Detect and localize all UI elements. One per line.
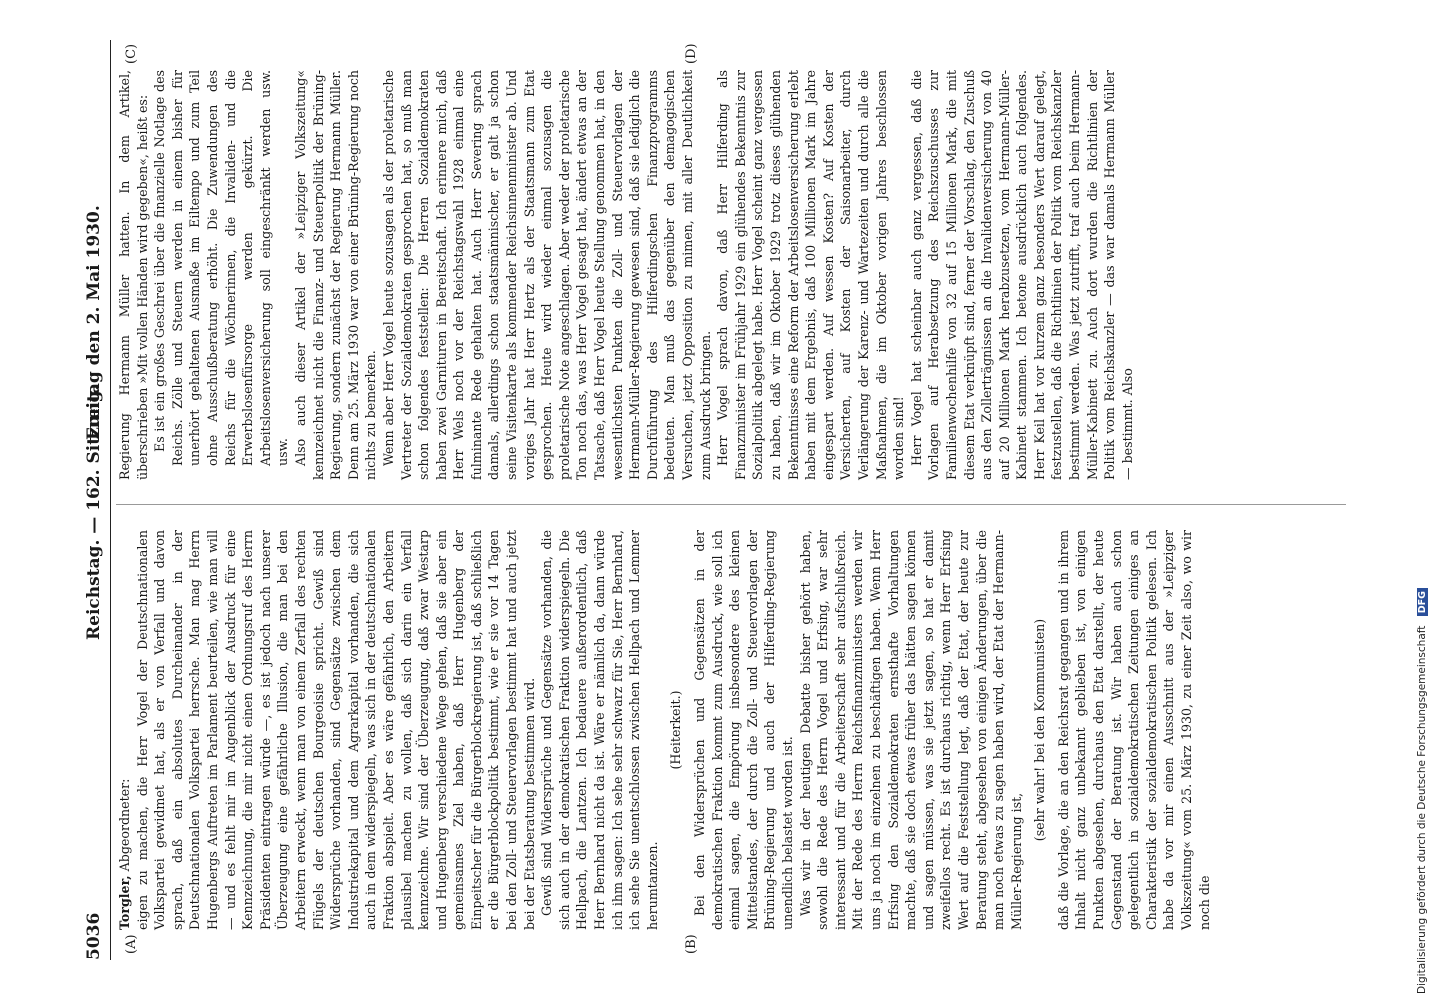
speaker-name: Torgler, bbox=[117, 875, 132, 930]
speaker-role: Abgeordneter: bbox=[117, 778, 132, 872]
paragraph: Regierung Hermann Müller hatten. In dem Artikel, überschrieben »Mit vollen Händen wird gegeben«, heißt es: bbox=[117, 70, 150, 480]
dfg-logo: DFG bbox=[1417, 588, 1428, 616]
paragraph: daß die Vorlage, die an den Reichsrat gegangen und in ihrem Inhalt nicht ganz unbekannt geblieben ist, von einigen Punkten abgesehen, durchaus den Etat darstellt, der heute Gegenstand der Beratung ist. Wir haben auch schon gelegentlich in sozialdemokratischen Zeitungen einiges an Charakteristik der sozialdemokratischen Politik gelesen. Ich habe da vor mir einen Ausschnitt aus der »Leipziger Volkszeitung« vom 25. März 1930, zu einer Zeit also, wo wir noch die bbox=[1055, 530, 1212, 930]
interjection: (sehr wahr! bei den Kommunisten) bbox=[1032, 618, 1048, 842]
page-number: 5036 bbox=[84, 912, 104, 960]
margin-marker-c: (C) bbox=[124, 43, 139, 64]
paragraph: Wenn aber Herr Vogel heute sozusagen als der proletarische Vertreter der Sozialdemokraten gesprochen hat, so muß man schon folgendes feststellen: Die Herren Sozialdemokraten haben zwei Garnituren in Bereitschaft. Ich erinnere mich, daß Herr Wels noch vor der Reichstagswahl 1928 einmal eine fulminante Rede gehalten hat. Auch Herr Severing sprach damals, allerdings schon staatsmännischer, er galt ja schon seine Visitenkarte als kommender Reichsinnenminister ab. Und voriges Jahr hat Herr Hertz als der Staatsmann zum Etat gesprochen. Heute wird wieder einmal sozusagen die proletarische Note angeschlagen. Aber weder der proletarische Ton noch das, was Herr Vogel gesagt hat, ändert etwas an der Tatsache, daß Herr Vogel heute Stellung genommen hat, in den wesentlichsten Punkten die Zoll- und Steuervorlagen der Hermann-Müller-Regierung gewesen sind, daß sie lediglich die Durchführung des Hilferdingschen Finanzprogramms bedeuten. Man muß das gegenüber den demagogischen Versuchen, jetzt Opposition zu mimen, mit aller Deutlichkeit zum Ausdruck bringen. bbox=[380, 70, 713, 480]
dfg-credit-line bbox=[1416, 4, 1432, 994]
paragraph: Gewiß sind Widersprüche und Gegensätze vorhanden, die sich auch in der demokratischen Fraktion widerspiegeln. Die Hellpach, die Lantzen. Ich bedauere außerordentlich, daß Herr Bernhard nicht da ist. Wäre er nämlich da, dann würde ich ihm sagen: Ich sehe sehr schwarz für Sie, Herr Bernhard, ich sehe Sie unentschlossen zwischen Hellpach und Lemmer herumtanzen. bbox=[539, 530, 660, 930]
quoted-paragraph: Es ist ein großes Geschrei über die finanzielle Notlage des Reichs. Zölle und Steuern werden in einem bisher für unerhört gehaltenen Ausmaße im Eiltempo und zum Teil ohne Ausschußberatung erhöht. Die Zuwendungen des Reichs für die Wöchnerinnen, die Invaliden- und die Erwerbslosenfürsorge werden gekürzt. Die Arbeitslosenversicherung soll eingeschränkt werden usw. usw. bbox=[152, 70, 291, 466]
header-rule bbox=[110, 40, 111, 960]
column-divider bbox=[116, 504, 1346, 505]
page-header bbox=[84, 40, 108, 960]
left-column bbox=[116, 530, 1213, 930]
margin-marker-a: (A) bbox=[124, 934, 139, 954]
dfg-credit-text: Digitalisierung gefördert durch die Deutsche Forschungsgemeinschaft bbox=[1416, 625, 1428, 994]
session-date: Freitag den 2. Mai 1930. bbox=[84, 205, 104, 440]
speaker-line bbox=[116, 530, 134, 930]
session-title: Reichstag. — 162. Sitzung. bbox=[84, 384, 104, 640]
margin-marker-d: (D) bbox=[684, 43, 699, 64]
paragraph: Bei den Widersprüchen und Gegensätzen in der demokratischen Fraktion kommt zum Ausdruck, wie soll ich einmal sagen, die Empörung insbesondere des kleinen Mittelstandes, der durch die Zoll- und Steuervorlagen der Brüning-Regierung und auch der Hilferding-Regierung unendlich belastet worden ist. bbox=[692, 530, 795, 930]
margin-marker-b: (B) bbox=[684, 934, 699, 954]
right-column bbox=[116, 70, 1136, 480]
paragraph: Herr Vogel sprach davon, daß Herr Hilferding als Finanzminister im Frühjahr 1929 ein glühendes Bekenntnis zur Sozialpolitik abgelegt habe. Herr Vogel scheint ganz vergessen zu haben, daß wir im Oktober 1929 trotz dieses glühenden Bekenntnisses eine Reform der Arbeitslosenversicherung erlebt haben mit dem Ergebnis, daß 100 Millionen Mark im Jahre eingespart werden. Auf wessen Kosten? Auf Kosten der Versicherten, auf Kosten der Saisonarbeiter, durch Verlängerung der Karenz- und Wartezeiten und durch alle die Maßnahmen, die im Oktober vorigen Jahres beschlossen worden sind! bbox=[715, 70, 907, 480]
rotated-document-page bbox=[84, 40, 1384, 960]
paragraph: Also auch dieser Artikel der »Leipziger Volkszeitung« kennzeichnet nicht die Finanz- und Steuerpolitik der Brüning-Regierung, sondern zunächst der Regierung Hermann Müller. Denn am 25. März 1930 war von einer Brüning-Regierung noch nichts zu bemerken. bbox=[292, 70, 379, 480]
paragraph: Was wir in der heutigen Debatte bisher gehört haben, sowohl die Rede des Herrn Vogel und Erfsing, war sehr interessant und für die Arbeiterschaft sehr aufschlußreich. Mit der Rede des Herrn Reichsfinanzministers werden wir uns ja noch im einzelnen zu beschäftigen haben. Wenn Herr Erfsing den Sozialdemokraten ernsthafte Vorhaltungen machte, daß sie doch etwas früher das hätten sagen können und sagen müssen, was sie jetzt sagen, so hat er damit zweifellos recht. Es ist durchaus richtig, wenn Herr Erfsing Wert auf die Feststellung legt, daß der Etat, der heute zur Beratung steht, abgesehen von einigen Änderungen, über die man noch etwas zu sagen haben wird, der Etat der Hermann-Müller-Regierung ist, bbox=[797, 530, 1024, 930]
interjection: (Heiterkeit.) bbox=[668, 690, 684, 770]
paragraph: Herr Vogel hat scheinbar auch ganz vergessen, daß die Vorlagen auf Herabsetzung des Reichszuschusses zur Familienwochenhilfe von 32 auf 15 Millionen Mark, die mit diesem Etat verknüpft sind, ferner der Vorschlag, den Zuschuß aus den Zollerträgnissen an die Invalidenversicherung von 40 auf 20 Millionen Mark herabzusetzen, vom Hermann-Müller-Kabinett stammen. Ich betone ausdrücklich auch folgendes. Herr Keil hat vor kurzem ganz besonders Wert darauf gelegt, festzustellen, daß die Richtlinien der Politik vom Reichskanzler bestimmt werden. Was jetzt zutrifft, traf auch beim Hermann-Müller-Kabinett zu. Auch dort wurden die Richtlinien der Politik vom Reichskanzler — das war damals Hermann Müller — bestimmt. Also bbox=[908, 70, 1135, 480]
paragraph: eigen zu machen, die Herr Vogel der Deutschnationalen Volkspartei gewidmet hat, als er von Verfall und davon sprach, daß ein absolutes Durcheinander in der Deutschnationalen Volkspartei herrsche. Man mag Herrn Hugenbergs Auftreten im Parlament beurteilen, wie man will — und es fehlt mir im Augenblick der Ausdruck für eine Kennzeichnung, die mir nicht einen Ordnungsruf des Herrn Präsidenten eintragen würde —, es ist jedoch nach unserer Überzeugung eine gefährliche Illusion, die man bei den Arbeitern erweckt, wenn man von einem Zerfall des rechten Flügels der deutschen Bourgeoisie spricht. Gewiß sind Widersprüche vorhanden, sind Gegensätze zwischen dem Industriekapital und dem Agrarkapital vorhanden, die sich auch in dem widerspiegeln, was sich in der deutschnationalen Fraktion abspielt. Aber es wäre gefährlich, den Arbeitern plausibel machen zu wollen, daß sich darin ein Verfall kennzeichne. Wir sind der Überzeugung, daß zwar Westarp und Hugenberg verschiedene Wege gehen, daß sie aber ein gemeinsames Ziel haben, daß Herr Hugenberg der Einpeitscher für die Bürgerblockregierung ist, daß schließlich er die Bürgerblockpolitik bestimmt, wie er sie vor 14 Tagen bei den Zoll- und Steuervorlagen bestimmt hat und auch jetzt bei der Etatsberatung bestimmen wird. bbox=[134, 530, 537, 930]
